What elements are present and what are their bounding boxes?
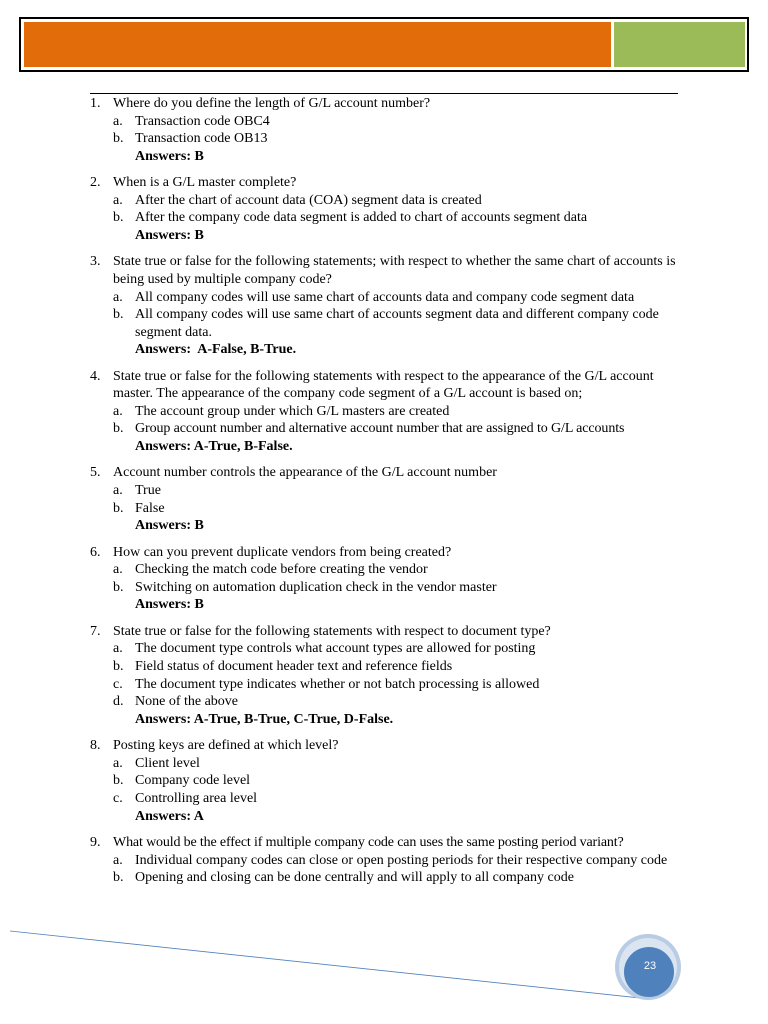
option-text: None of the above [135,694,239,710]
option-letter: b. [113,131,124,147]
option-text: After the chart of account data (COA) segment data is created [135,192,482,208]
question-text: Where do you define the length of G/L account number? [113,96,431,111]
option-letter: a. [113,852,123,868]
answer-text: Answers: B [135,597,204,613]
badge-inner-circle [624,947,674,997]
question-text: Account number controls the appearance of the G/L account number [113,465,497,481]
option-letter: b. [113,659,124,674]
option-text: Controlling area level [135,790,258,806]
option-letter: b. [113,421,124,437]
question-text: Posting keys are defined at which level? [113,738,339,754]
option-letter: a. [113,113,123,129]
option-letter: b. [113,773,124,789]
answer-text: Answers: B [135,148,204,164]
question-text: State true or false for the following statements with respect to document type? [113,623,551,639]
option-letter: c. [113,790,123,806]
option-text: Transaction code OBC4 [135,113,270,129]
option-letter: a. [113,755,123,771]
option-text: All company codes will use same chart of accounts segment data and different company code segment data. [135,307,659,340]
question-number: 5. [90,465,101,481]
question-number: 9. [90,834,101,850]
option-letter: a. [113,562,123,578]
option-text: Individual company codes can close or open posting periods for their respective company code [135,852,668,868]
question-text: State true or false for the following statements; with respect to whether the same chart of accounts is being used by multiple company code? [113,254,676,287]
option-text: The document type indicates whether or not batch processing is allowed [135,676,540,692]
page-number: 23 [643,960,657,972]
answer-text: Answers: A-False, B-True. [135,342,297,358]
option-letter: b. [113,307,124,323]
option-text: False [135,500,165,516]
answer-text: Answers: A-True, B-False. [135,439,293,455]
option-text: Switching on automation duplication check in the vendor master [135,579,497,595]
question-text: State true or false for the following statements with respect to the appearance of the G/L account master. The appearance of the company code segment of a G/L account is based on; [113,368,654,402]
question-text: How can you prevent duplicate vendors from being created? [113,544,452,560]
option-text: Client level [135,755,200,771]
option-letter: b. [113,210,124,226]
option-letter: a. [113,192,123,208]
answer-text: Answers: A-True, B-True, C-True, D-False. [135,711,394,727]
answer-text: Answers: A [135,808,204,824]
option-text: Company code level [135,773,251,789]
option-text: Opening and closing can be done centrally and will apply to all company code [135,870,574,886]
question-text: When is a G/L master complete? [113,175,297,191]
question-number: 2. [90,175,101,191]
option-text: Field status of document header text and reference fields [135,659,453,674]
option-text: After the company code data segment is added to chart of accounts segment data [135,210,588,226]
option-text: True [135,483,161,499]
answer-text: Answers: B [135,227,204,243]
question-number: 1. [90,96,101,111]
footer-line [10,931,640,998]
option-letter: c. [113,676,123,692]
option-letter: b. [113,870,124,886]
question-number: 8. [90,738,101,754]
option-text: The document type controls what account types are allowed for posting [135,641,536,657]
option-letter: b. [113,579,124,595]
question-number: 4. [90,368,101,384]
question-number: 3. [90,254,101,270]
option-letter: a. [113,289,123,305]
answer-text: Answers: B [135,518,204,534]
option-text: Checking the match code before creating the vendor [135,562,428,578]
option-text: Group account number and alternative account number that are assigned to G/L accounts [135,421,625,437]
option-letter: d. [113,694,124,710]
question-text: What would be the effect if multiple company code can uses the same posting period variant? [113,834,624,850]
option-letter: a. [113,641,123,657]
question-number: 7. [90,623,101,639]
option-text: Transaction code OB13 [135,131,268,147]
option-letter: a. [113,483,123,499]
option-letter: a. [113,403,123,419]
option-text: The account group under which G/L masters are created [135,403,450,419]
option-text: All company codes will use same chart of accounts data and company code segment data [135,289,635,305]
question-number: 6. [90,544,101,560]
option-letter: b. [113,500,124,516]
